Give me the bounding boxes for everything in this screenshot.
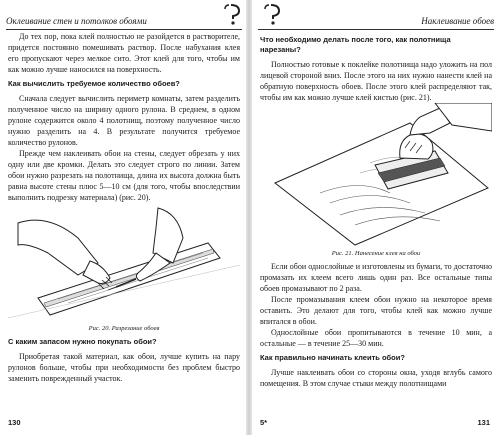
left-page-content: [8, 31, 240, 384]
after-cutting-paragraph: Полностью готовые к поклейке полотнища надо уложить на пол лицевой стороной вниз. После этого на них нужно нанести клей на обратную поверхность обоев. После этого клей распределяют так, чтобы им как можно лучше клей кистью (рис. 21).: [260, 60, 492, 102]
left-page: [0, 0, 246, 435]
signature-mark: 5*: [260, 418, 268, 427]
right-running-header: [258, 7, 494, 30]
figure-20-caption: Рис. 20. Разрезание обоев: [88, 325, 160, 332]
quantity-paragraph-2: Прежде чем наклеивать обои на стены, следует обрезать у них одну или две кромки. Делать это следует строго по линии. Затем обои нужно разрезать на полотнища, длина их высота должна быть равна высоте стены плюс 5—10 см (для того, чтобы впоследствии выполнить подрезку материала) (рис. 20).: [8, 149, 240, 202]
figure-20: [8, 203, 240, 333]
start-paragraph: Лучше наклеивать обои со стороны окна, уходя вглубь самого помещения. В этом случае стыки между полотнищами: [260, 368, 492, 388]
left-running-header: [6, 7, 242, 30]
right-page-content: [260, 31, 492, 389]
left-header-title: Оклеивание стен и потолков обоями: [6, 16, 147, 26]
right-page: [252, 0, 500, 435]
section-heading-quantity: Как вычислить требуемое количество обоев?: [8, 79, 180, 88]
section-heading-after-cutting: Что необходимо делать после того, как полотнища нарезаны?: [260, 35, 451, 54]
brush-applying-glue-illustration: [260, 103, 492, 248]
question-mark-icon: [220, 3, 242, 27]
hands-cutting-wallpaper-illustration: [8, 203, 240, 323]
quantity-paragraph-1: Сначала следует вычислить периметр комнаты, затем разделить полученное число на ширину одного рулона. В среднем, в одном рулоне содержится около 4 полотнищ, поэтому полученное число нужно разделить на 4. В результате получится требуемое количество рулонов.: [8, 94, 240, 147]
reserve-paragraph: Приобретая такой материал, как обои, лучше купить на пару рулонов больше, чтобы при необходимости без проблем быстро заменить поврежденный участок.: [8, 352, 240, 383]
section-heading-start: Как правильно начинать клеить обои?: [260, 353, 405, 362]
soaking-paragraph: После промазывания клеем обои нужно на некоторое время оставить. Это делают для того, чтобы клей как можно лучше впитался в обои.: [260, 295, 492, 326]
single-layer-paragraph: Если обои однослойные и изготовлены из бумаги, то достаточно промазать их клеем всего лишь один раз. Все остальные типы обоев промазывают по 2 раза.: [260, 262, 492, 293]
question-mark-icon: [260, 3, 282, 27]
figure-21: [260, 103, 492, 258]
soak-time-paragraph: Однослойные обои пропитываются в течение 10 мин, а остальные — в течение 25—30 мин.: [260, 328, 492, 348]
right-header-title: Наклеивание обоев: [421, 16, 494, 26]
intro-paragraph: До тех пор, пока клей полностью не разойдется в растворителе, придется постоянно помешивать раствор. После набухания клея его пропускают через мелкое сито. Этот клей для того, чтобы им как можно лучше наносился на поверхность.: [8, 32, 240, 74]
figure-21-caption: Рис. 21. Нанесение клея на обои: [331, 250, 421, 257]
left-page-number: 130: [8, 418, 21, 427]
right-page-number: 131: [477, 418, 490, 427]
section-heading-reserve: С каким запасом нужно покупать обои?: [8, 337, 157, 346]
